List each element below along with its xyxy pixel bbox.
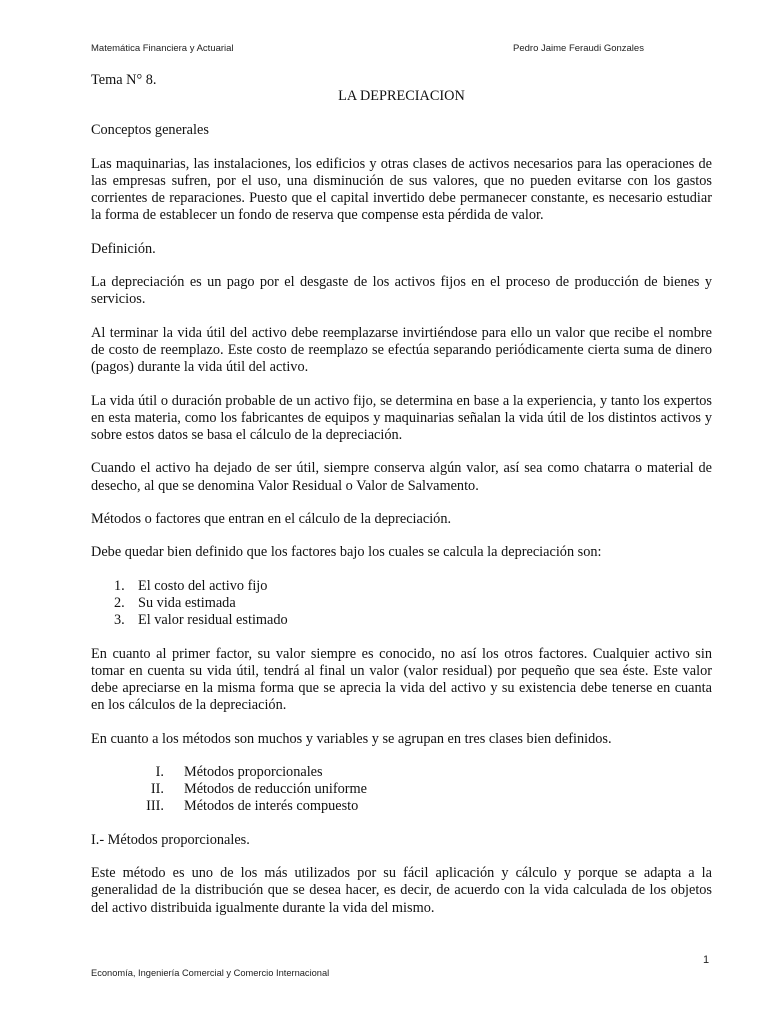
section-heading-definicion: Definición. bbox=[91, 240, 156, 257]
list-item bbox=[91, 798, 712, 815]
paragraph-definicion: La depreciación es un pago por el desgaste de los activos fijos en el proceso de producción de bienes y servicios. bbox=[91, 274, 712, 308]
list-item-number: 2. bbox=[114, 594, 125, 611]
section-heading-metodos: Métodos o factores que entran en el cálculo de la depreciación. bbox=[91, 510, 452, 527]
list-item-text: El valor residual estimado bbox=[138, 612, 288, 629]
paragraph-vida-util: La vida útil o duración probable de un activo fijo, se determina en base a la experiencia, y tanto los expertos en esta materia, como los fabricantes de equipos y maquinarias señalan la vida útil de los distintos activos y sobre estos datos se basa el cálculo de la depreciación. bbox=[91, 392, 712, 443]
list-item bbox=[91, 781, 712, 798]
list-item-text: El costo del activo fijo bbox=[138, 577, 268, 594]
paragraph-factores-intro: Debe quedar bien definido que los factores bajo los cuales se calcula la depreciación son: bbox=[91, 544, 602, 561]
methods-list bbox=[91, 764, 712, 816]
header-author: Pedro Jaime Feraudi Gonzales bbox=[513, 43, 644, 54]
list-item bbox=[91, 578, 712, 595]
list-item-roman-numeral: I. bbox=[155, 763, 164, 780]
paragraph-primer-factor: En cuanto al primer factor, su valor siempre es conocido, no así los otros factores. Cualquier activo sin tomar en cuenta su vida útil, tendrá al final un valor (valor residual) por pequeño que sea éste. Este valor debe apreciarse en la misma forma que se aprecia la vida del activo y su existencia debe tenerse en cuanta en los cálculos de la depreciación. bbox=[91, 645, 712, 714]
paragraph-reemplazo: Al terminar la vida útil del activo debe reemplazarse invirtiéndose para ello un valor que recibe el nombre de costo de reemplazo. Este costo de reemplazo se efectúa separando periódicamente cierta suma de dinero (pagos) durante la vida útil del activo. bbox=[91, 324, 712, 376]
list-item-text: Su vida estimada bbox=[138, 594, 236, 611]
page-title: LA DEPRECIACION bbox=[338, 88, 465, 105]
list-item-text: Métodos proporcionales bbox=[184, 763, 323, 780]
list-item-number: 3. bbox=[114, 612, 125, 629]
section-heading-conceptos: Conceptos generales bbox=[91, 122, 209, 139]
footer-text: Economía, Ingeniería Comercial y Comercio Internacional bbox=[91, 968, 330, 978]
list-item-number: 1. bbox=[114, 577, 125, 594]
paragraph-conceptos: Las maquinarias, las instalaciones, los edificios y otras clases de activos necesarios para las operaciones de las empresas sufren, por el uso, una disminución de sus valores, que no pueden evitarse con los gastos corrientes de reparaciones. Puesto que el capital invertido debe permanecer constante, es necesario estudiar la forma de establecer un fondo de reserva que compense esta pérdida de valor. bbox=[91, 155, 712, 224]
list-item bbox=[91, 612, 712, 629]
list-item-text: Métodos de interés compuesto bbox=[184, 798, 359, 815]
list-item bbox=[91, 595, 712, 612]
list-item-text: Métodos de reducción uniforme bbox=[184, 781, 368, 798]
paragraph-valor-residual: Cuando el activo ha dejado de ser útil, siempre conserva algún valor, así sea como chatarra o material de desecho, al que se denomina Valor Residual o Valor de Salvamento. bbox=[91, 460, 712, 494]
page-number: 1 bbox=[703, 954, 710, 966]
section-heading-proporcionales: I.- Métodos proporcionales. bbox=[91, 831, 250, 848]
paragraph-metodos-intro: En cuanto a los métodos son muchos y variables y se agrupan en tres clases bien definidos. bbox=[91, 730, 612, 747]
list-item bbox=[91, 764, 712, 781]
topic-number: Tema N° 8. bbox=[91, 72, 157, 88]
paragraph-proporcionales: Este método es uno de los más utilizados por su fácil aplicación y cálculo y porque se adapta a la generalidad de la distribución que se desea hacer, es decir, de acuerdo con la vida calculada de los objetos del activo distribuida igualmente durante la vida del mismo. bbox=[91, 865, 712, 916]
list-item-roman-numeral: III. bbox=[146, 798, 164, 815]
list-item-roman-numeral: II. bbox=[150, 781, 164, 798]
factors-list bbox=[91, 578, 712, 630]
header-course-title: Matemática Financiera y Actuarial bbox=[91, 43, 234, 54]
document-body bbox=[91, 72, 712, 933]
